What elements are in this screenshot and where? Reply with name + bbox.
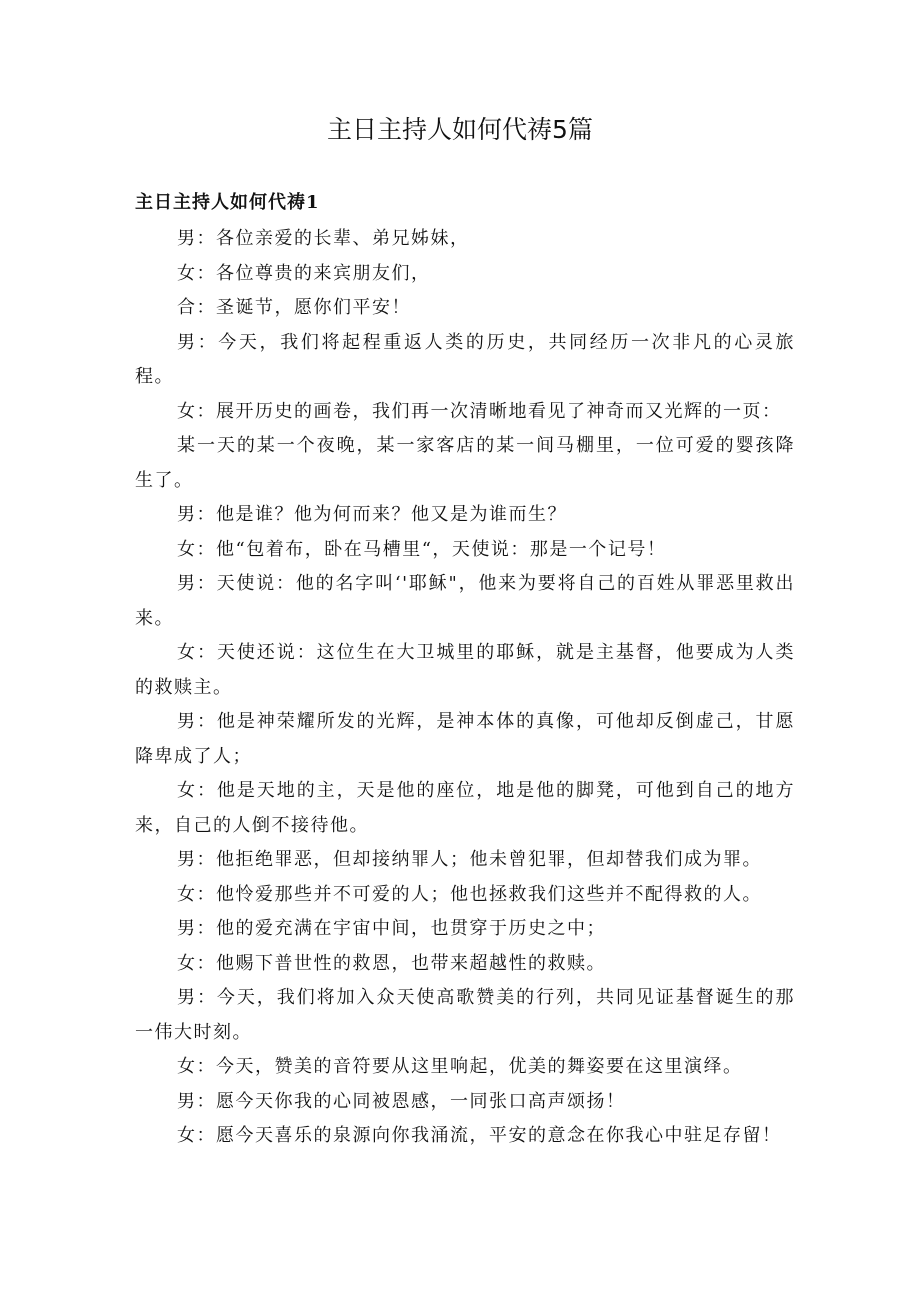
paragraph: 男：愿今天你我的心同被恩感，一同张口高声颂扬！ — [177, 1090, 626, 1112]
paragraph: 男：他的爱充满在宇宙中间，也贯穿于历史之中； — [177, 918, 606, 939]
paragraph: 男：今天，我们将加入众天使高歌赞美的行列，共同见证基督诞生的那一伟大时刻。 — [135, 987, 795, 1043]
paragraph: 合：圣诞节，愿你们平安！ — [177, 297, 411, 318]
paragraph: 女：他“包着布，卧在马槽里“，天使说：那是一个记号！ — [177, 538, 667, 560]
paragraph: 男：天使说：他的名字叫‘'耶稣"，他来为要将自己的百姓从罪恶里救出来。 — [135, 573, 795, 629]
paragraph: 某一天的某一个夜晚，某一家客店的某一间马棚里，一位可爱的婴孩降生了。 — [135, 435, 795, 491]
paragraph: 女：天使还说：这位生在大卫城里的耶稣，就是主基督，他要成为人类的救赎主。 — [135, 642, 795, 698]
paragraph: 女：今天，赞美的音符要从这里响起，优美的舞姿要在这里演绎。 — [177, 1056, 743, 1077]
document-body — [135, 222, 795, 1154]
paragraph: 男：今天，我们将起程重返人类的历史，共同经历一次非凡的心灵旅程。 — [135, 331, 795, 387]
paragraph: 女：各位尊贵的来宾朋友们， — [177, 262, 431, 284]
paragraph: 女：他怜爱那些并不可爱的人；他也拯救我们这些并不配得救的人。 — [177, 883, 762, 905]
paragraph: 女：他是天地的主，天是他的座位，地是他的脚凳，可他到自己的地方来，自己的人倒不接待他。 — [135, 780, 795, 836]
section-heading: 主日主持人如何代祷1 — [135, 192, 320, 213]
paragraph: 女：愿今天喜乐的泉源向你我涌流，平安的意念在你我心中驻足存留！ — [177, 1125, 782, 1146]
paragraph: 男：他拒绝罪恶，但却接纳罪人；他未曾犯罪，但却替我们成为罪。 — [177, 849, 762, 870]
paragraph: 男：他是谁？他为何而来？他又是为谁而生？ — [177, 504, 567, 525]
document-title: 主日主持人如何代祷5篇 — [327, 115, 593, 144]
paragraph: 女：他赐下普世性的救恩，也带来超越性的救赎。 — [177, 952, 606, 974]
paragraph: 女：展开历史的画卷，我们再一次清晰地看见了神奇而又光辉的一页： — [177, 400, 782, 422]
paragraph: 男：各位亲爱的长辈、弟兄姊妹， — [177, 228, 470, 249]
paragraph: 男：他是神荣耀所发的光辉，是神本体的真像，可他却反倒虚己，甘愿降卑成了人； — [135, 711, 795, 767]
